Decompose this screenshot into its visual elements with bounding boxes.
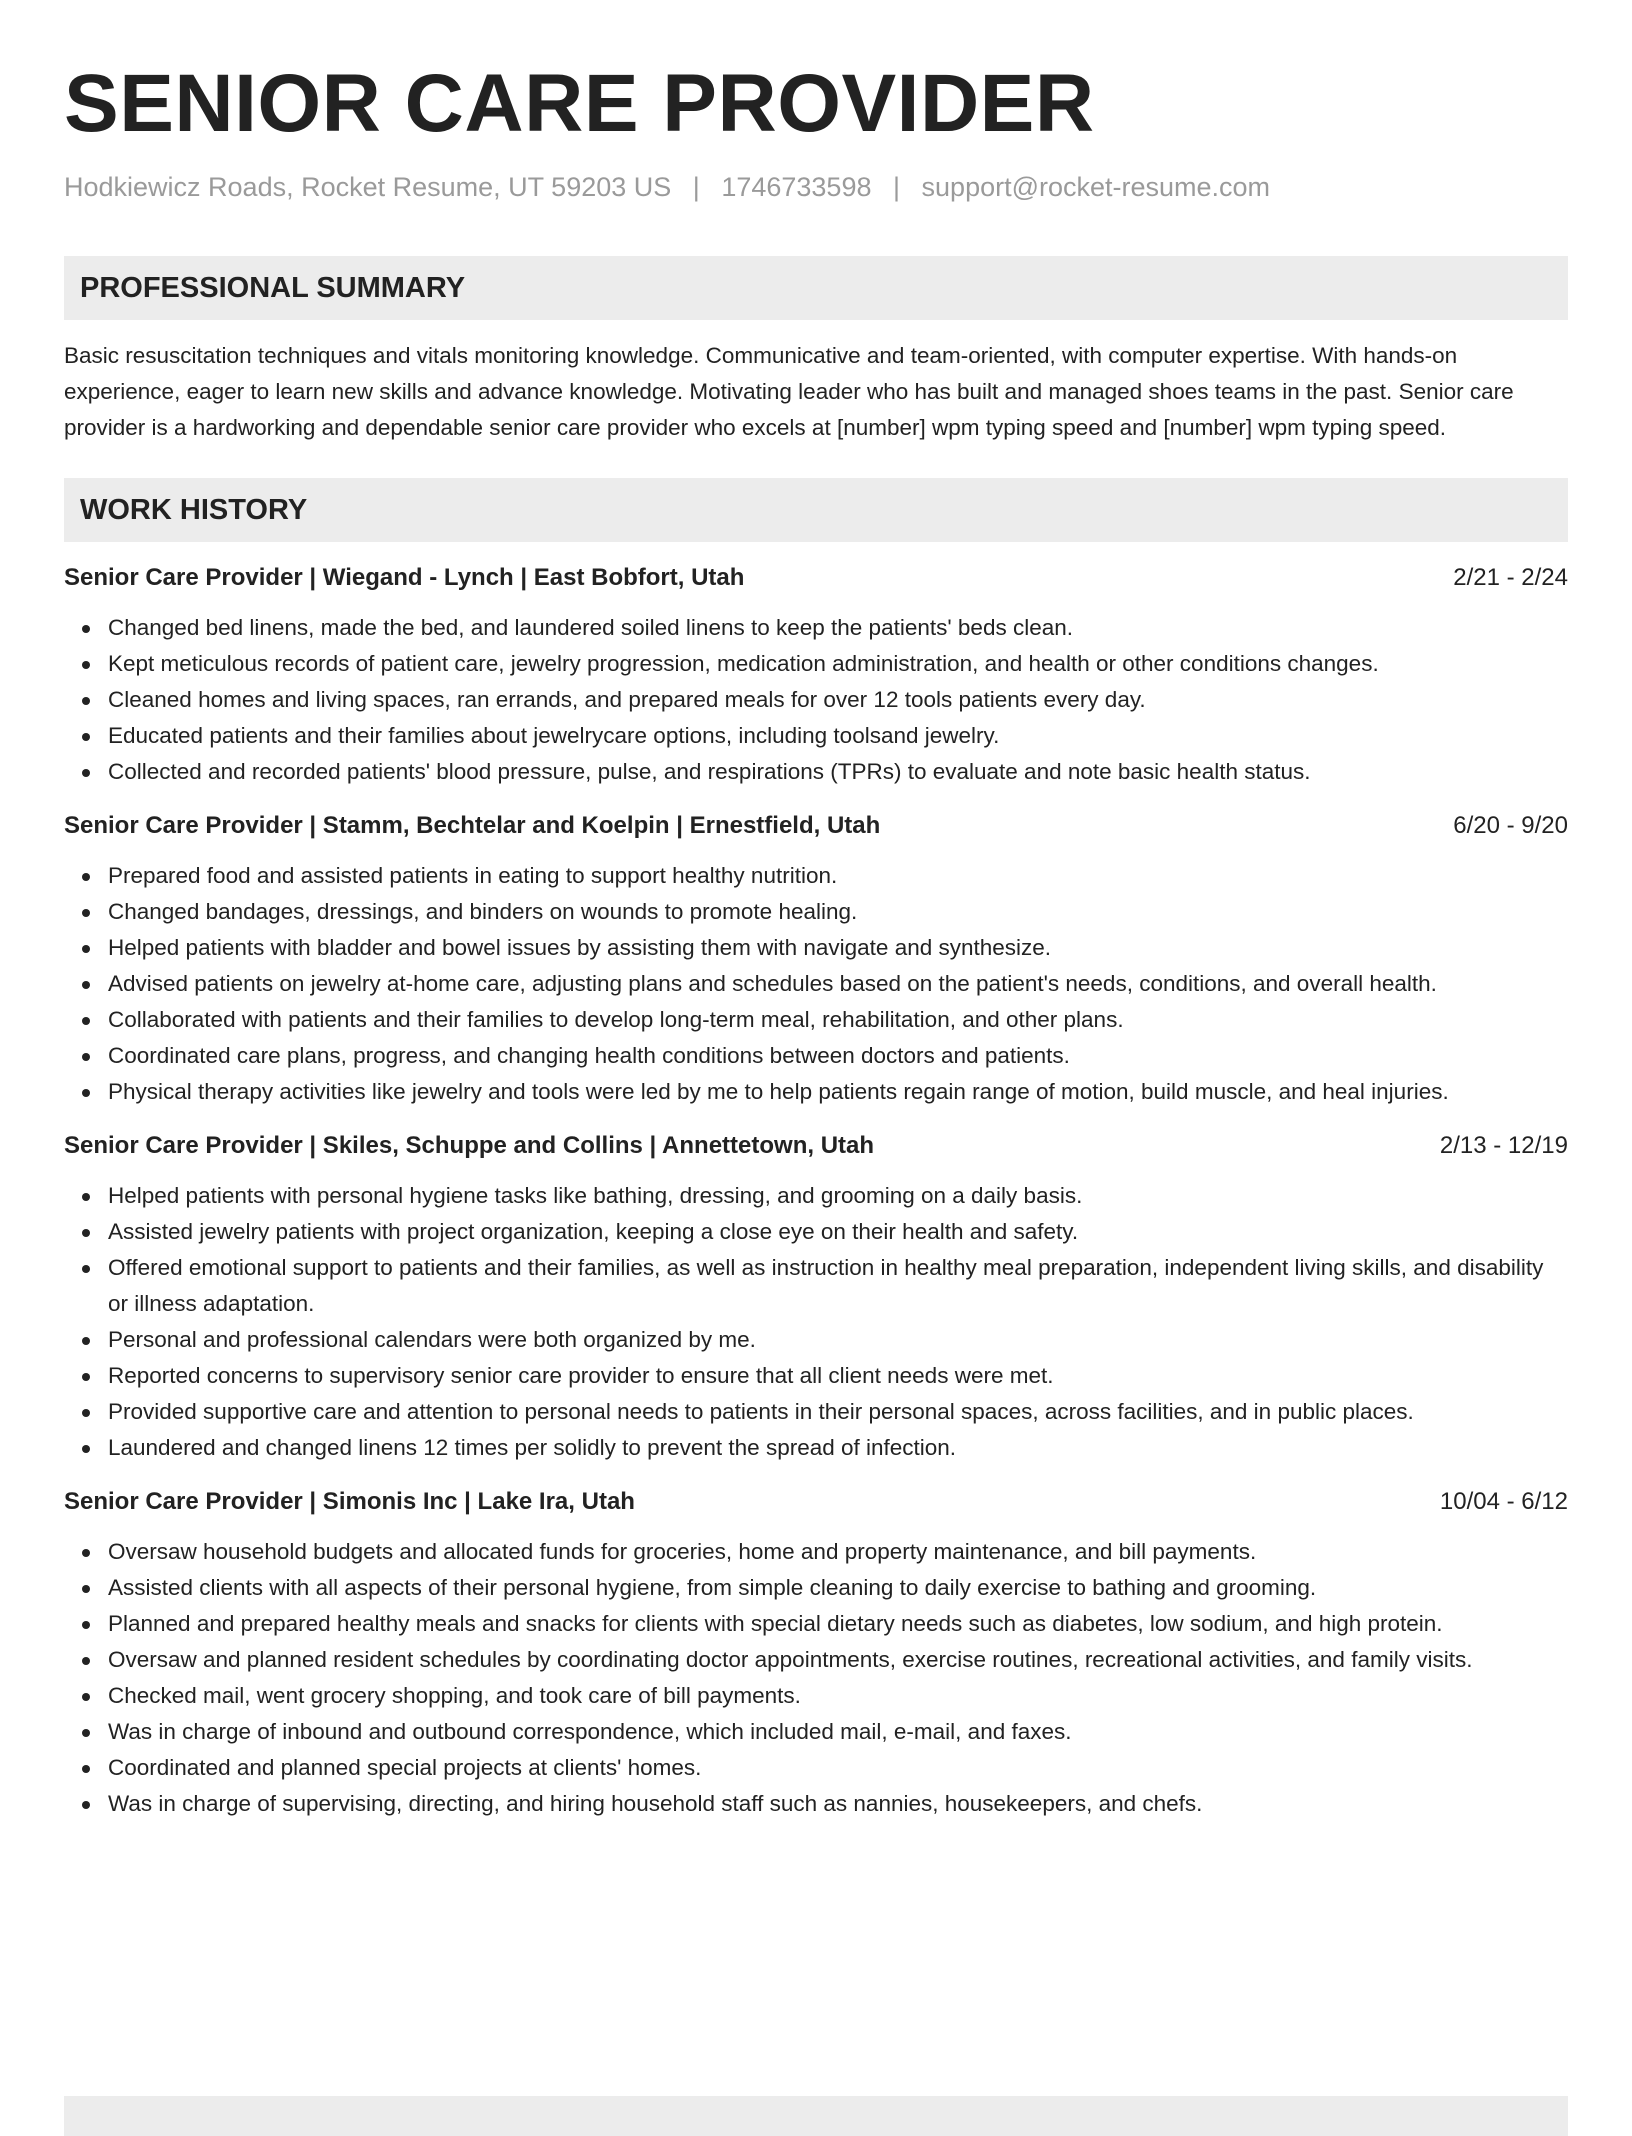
job-bullet: Provided supportive care and attention to personal needs to patients in their personal spaces, across facilities, and in public places. xyxy=(108,1394,1568,1430)
job-title: Senior Care Provider | Simonis Inc | Lake Ira, Utah xyxy=(64,1488,635,1515)
job-bullets xyxy=(64,610,1568,790)
job-bullet: Helped patients with bladder and bowel issues by assisting them with navigate and synthesize. xyxy=(108,930,1568,966)
job-bullet: Prepared food and assisted patients in eating to support healthy nutrition. xyxy=(108,858,1568,894)
job-dates: 2/21 - 2/24 xyxy=(1453,564,1568,591)
job-entry xyxy=(64,560,1568,790)
job-bullet: Kept meticulous records of patient care, jewelry progression, medication administration, and health or other conditions changes. xyxy=(108,646,1568,682)
job-bullet: Educated patients and their families about jewelrycare options, including toolsand jewelry. xyxy=(108,718,1568,754)
job-bullets xyxy=(64,858,1568,1110)
job-title: Senior Care Provider | Stamm, Bechtelar and Koelpin | Ernestfield, Utah xyxy=(64,812,881,839)
job-bullet: Assisted jewelry patients with project organization, keeping a close eye on their health and safety. xyxy=(108,1214,1568,1250)
job-bullet: Helped patients with personal hygiene tasks like bathing, dressing, and grooming on a daily basis. xyxy=(108,1178,1568,1214)
job-bullet: Laundered and changed linens 12 times per solidly to prevent the spread of infection. xyxy=(108,1430,1568,1466)
job-bullet: Oversaw household budgets and allocated funds for groceries, home and property maintenance, and bill payments. xyxy=(108,1534,1568,1570)
job-bullet: Changed bandages, dressings, and binders on wounds to promote healing. xyxy=(108,894,1568,930)
contact-phone: 1746733598 xyxy=(721,172,872,202)
job-dates: 2/13 - 12/19 xyxy=(1439,1132,1568,1159)
job-title-row xyxy=(64,1128,1568,1164)
resume-page xyxy=(64,58,1568,1822)
summary-text: Basic resuscitation techniques and vitals monitoring knowledge. Communicative and team-oriented, with computer expertise. With hands-on experience, eager to learn new skills and advance knowledge. Motivating leader who has built and managed shoes teams in the past. Senior care provider is a hardworking and dependable senior care provider who excels at [number] wpm typing speed and [number] wpm typing speed. xyxy=(64,343,1514,440)
job-bullet: Physical therapy activities like jewelry and tools were led by me to help patients regain range of motion, build muscle, and heal injuries. xyxy=(108,1074,1568,1110)
section-header-summary: PROFESSIONAL SUMMARY xyxy=(64,256,1568,320)
job-bullet: Cleaned homes and living spaces, ran errands, and prepared meals for over 12 tools patients every day. xyxy=(108,682,1568,718)
candidate-name: SENIOR CARE PROVIDER xyxy=(64,58,1095,149)
job-entry xyxy=(64,1484,1568,1822)
contact-separator: | xyxy=(692,172,700,202)
job-bullet: Planned and prepared healthy meals and snacks for clients with special dietary needs such as diabetes, low sodium, and high protein. xyxy=(108,1606,1568,1642)
contact-address: Hodkiewicz Roads, Rocket Resume, UT 59203 US xyxy=(64,172,672,202)
job-bullet: Reported concerns to supervisory senior care provider to ensure that all client needs were met. xyxy=(108,1358,1568,1394)
job-bullet: Offered emotional support to patients and their families, as well as instruction in healthy meal preparation, independent living skills, and disability or illness adaptation. xyxy=(108,1250,1568,1322)
contact-email[interactable]: support@rocket-resume.com xyxy=(921,172,1271,202)
job-title-row xyxy=(64,808,1568,844)
job-bullet: Checked mail, went grocery shopping, and took care of bill payments. xyxy=(108,1678,1568,1714)
job-bullet: Coordinated and planned special projects at clients' homes. xyxy=(108,1750,1568,1786)
job-bullet: Personal and professional calendars were both organized by me. xyxy=(108,1322,1568,1358)
job-bullet: Advised patients on jewelry at-home care, adjusting plans and schedules based on the patient's needs, conditions, and overall health. xyxy=(108,966,1568,1002)
next-section-header-edge xyxy=(64,2096,1568,2136)
job-bullet: Collected and recorded patients' blood pressure, pulse, and respirations (TPRs) to evaluate and note basic health status. xyxy=(108,754,1568,790)
job-entry xyxy=(64,1128,1568,1466)
job-title-row xyxy=(64,1484,1568,1520)
work-history-list xyxy=(64,560,1568,1822)
job-bullet: Was in charge of supervising, directing, and hiring household staff such as nannies, housekeepers, and chefs. xyxy=(108,1786,1568,1822)
job-entry xyxy=(64,808,1568,1110)
contact-separator: | xyxy=(893,172,901,202)
job-bullet: Was in charge of inbound and outbound correspondence, which included mail, e-mail, and faxes. xyxy=(108,1714,1568,1750)
job-bullets xyxy=(64,1534,1568,1822)
contact-line xyxy=(64,170,1568,204)
job-dates: 6/20 - 9/20 xyxy=(1453,812,1568,839)
job-bullet: Collaborated with patients and their families to develop long-term meal, rehabilitation, and other plans. xyxy=(108,1002,1568,1038)
job-bullet: Coordinated care plans, progress, and changing health conditions between doctors and patients. xyxy=(108,1038,1568,1074)
job-bullet: Assisted clients with all aspects of their personal hygiene, from simple cleaning to daily exercise to bathing and grooming. xyxy=(108,1570,1568,1606)
job-title-row xyxy=(64,560,1568,596)
job-title: Senior Care Provider | Wiegand - Lynch | East Bobfort, Utah xyxy=(64,564,745,591)
job-bullet: Changed bed linens, made the bed, and laundered soiled linens to keep the patients' beds clean. xyxy=(108,610,1568,646)
job-bullets xyxy=(64,1178,1568,1466)
section-header-work-history: WORK HISTORY xyxy=(64,478,1568,542)
job-bullet: Oversaw and planned resident schedules by coordinating doctor appointments, exercise routines, recreational activities, and family visits. xyxy=(108,1642,1568,1678)
job-dates: 10/04 - 6/12 xyxy=(1439,1488,1568,1515)
job-title: Senior Care Provider | Skiles, Schuppe and Collins | Annettetown, Utah xyxy=(64,1132,875,1159)
